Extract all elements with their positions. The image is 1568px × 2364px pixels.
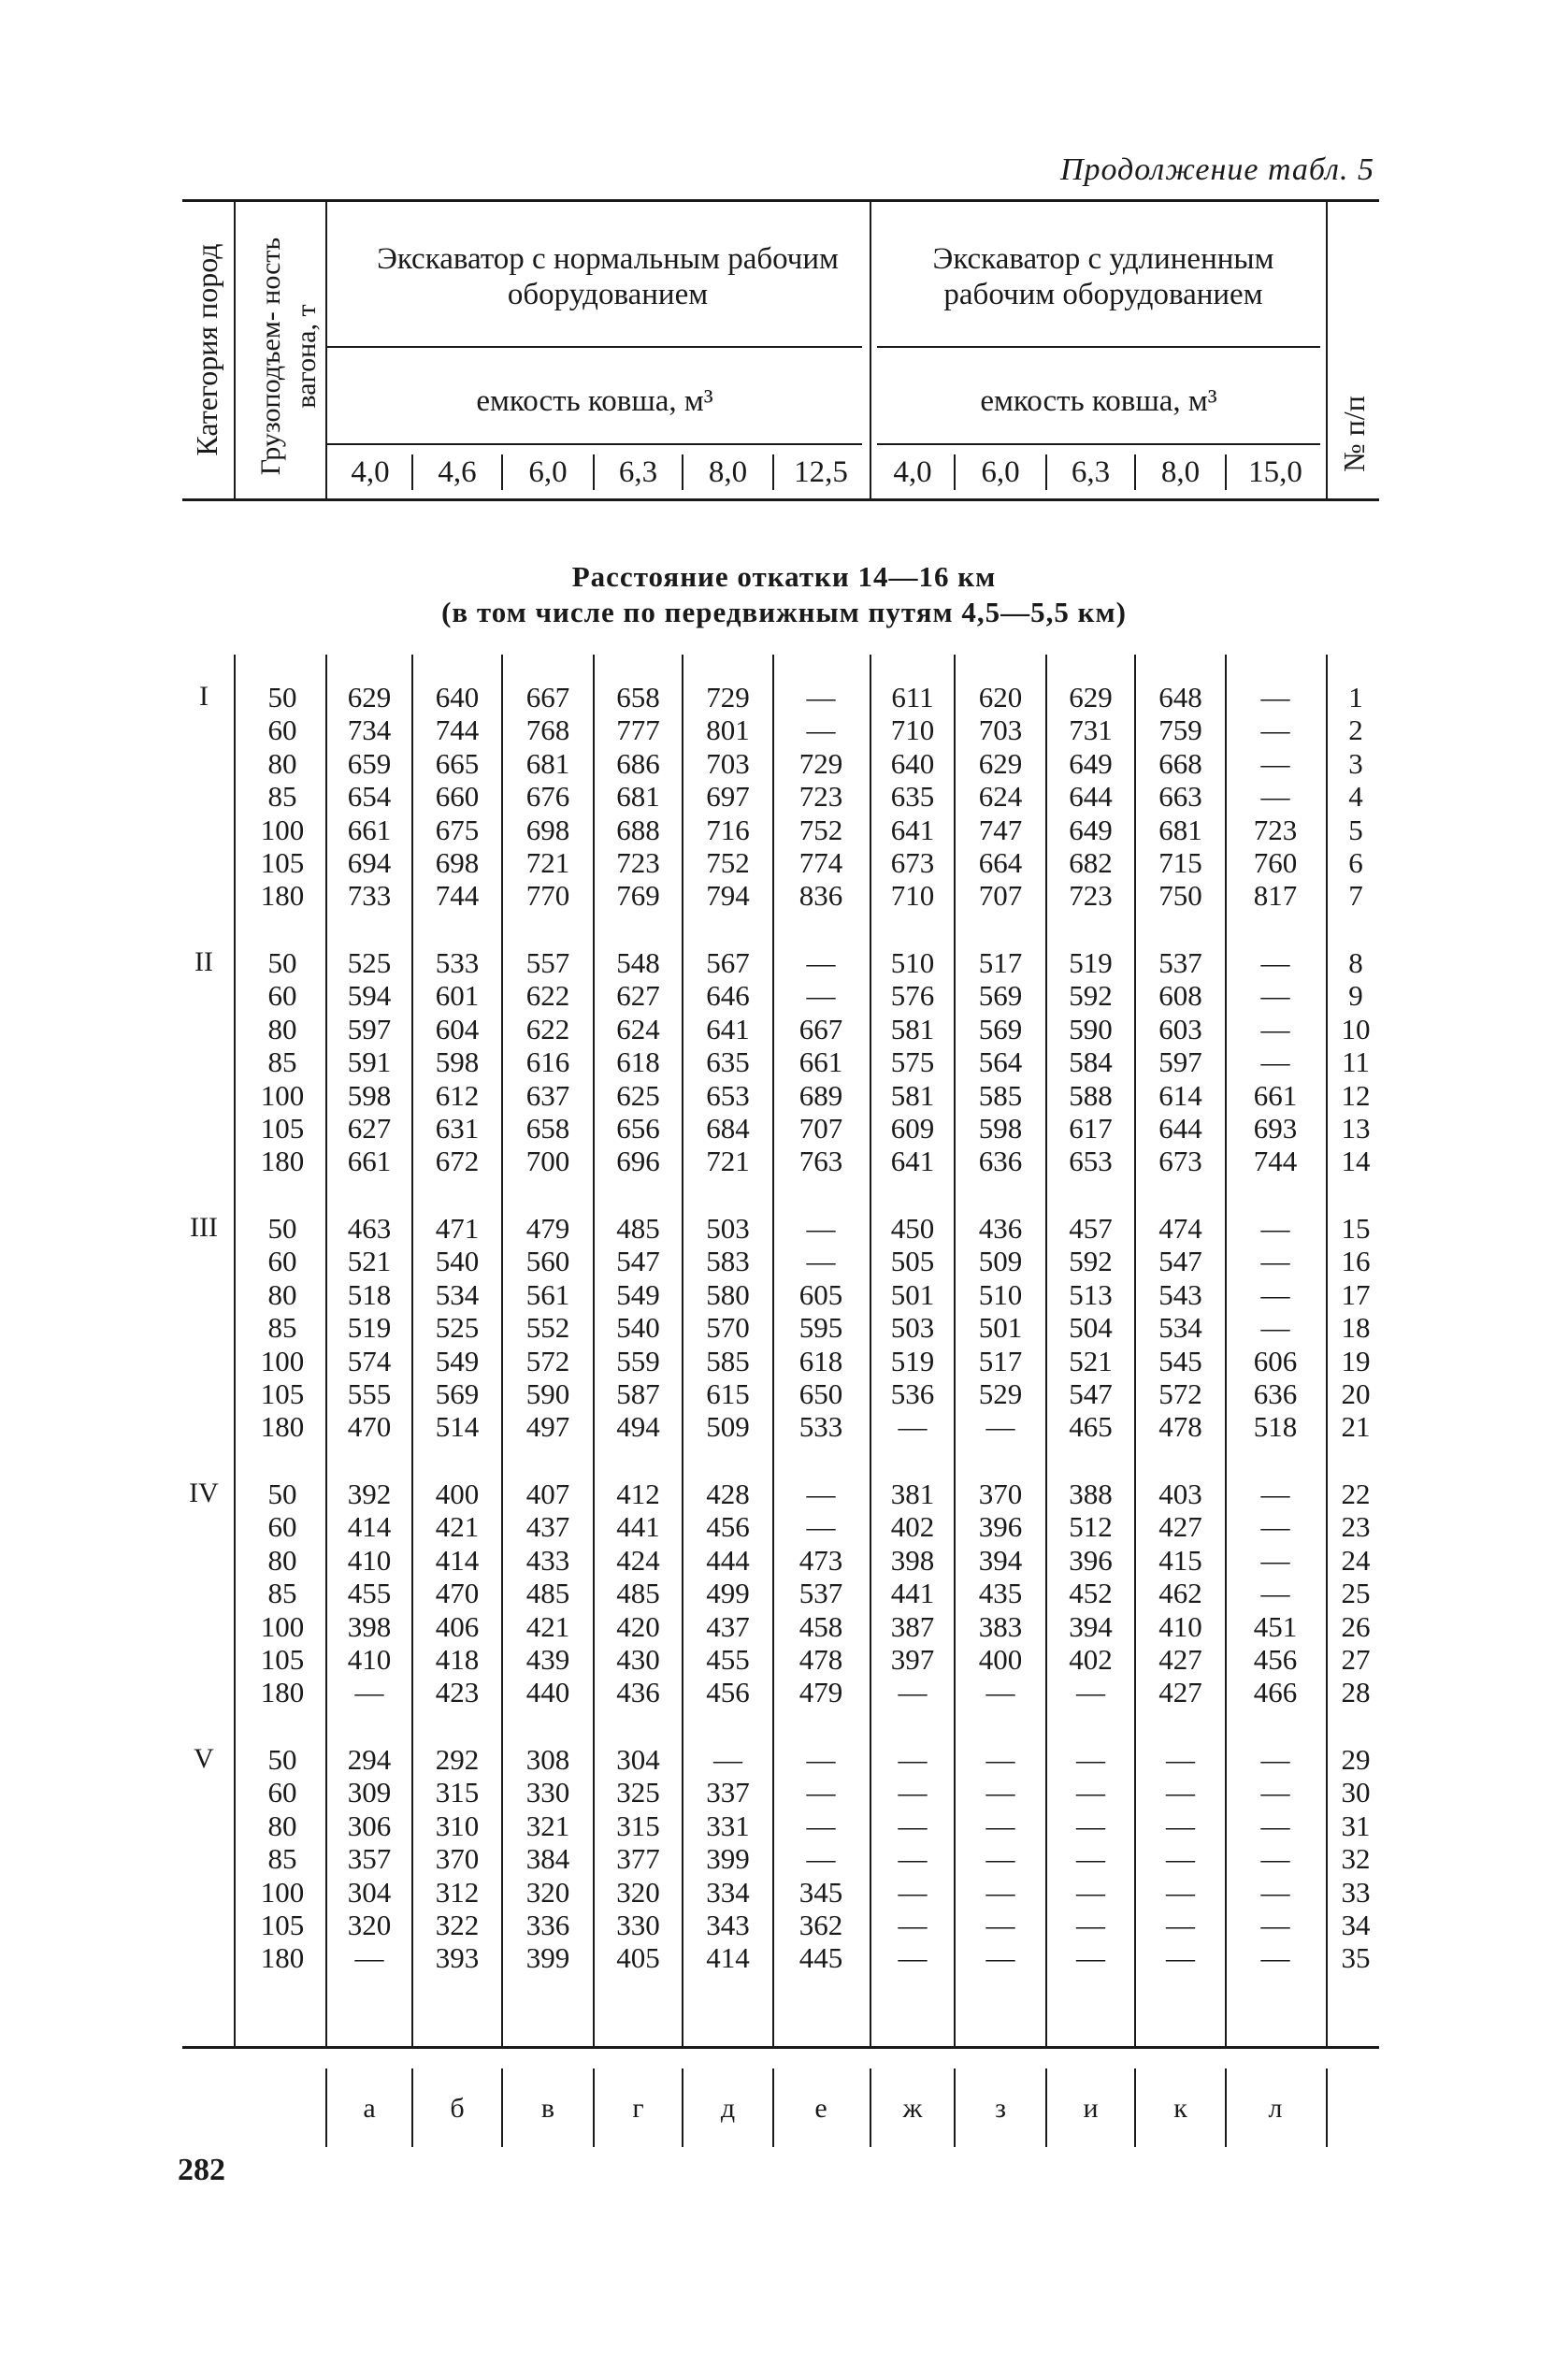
header-sub-rule-extended <box>877 443 1320 445</box>
column-letter: л <box>1268 2093 1283 2124</box>
column-letter: з <box>995 2093 1006 2124</box>
value-column: — — 667 661 689 707 763 <box>798 946 843 1178</box>
value-column: 503 583 580 570 585 615 509 <box>706 1212 750 1444</box>
value-column: 629 731 649 644 649 682 723 <box>1069 681 1113 913</box>
value-column: 479 560 561 552 572 590 497 <box>525 1212 570 1444</box>
value-column: 519 592 590 584 588 617 653 <box>1069 946 1113 1178</box>
section-title-line-1: Расстояние откатки 14—16 км <box>571 560 997 593</box>
header-bottom-rule <box>182 498 1379 501</box>
value-column: 304 325 315 377 320 330 405 <box>616 1743 660 1975</box>
value-column: 308 330 321 384 320 336 399 <box>525 1743 570 1975</box>
value-column: 620 703 629 624 747 664 707 <box>978 681 1023 913</box>
bucket-normal-value: 12,5 <box>794 455 848 489</box>
bucket-extended-value: 6,3 <box>1071 455 1111 489</box>
header-bucket-label-normal: емкость ковша, м³ <box>476 384 713 418</box>
value-column: 729 801 703 697 716 752 794 <box>706 681 750 913</box>
value-column: 648 759 668 663 681 715 750 <box>1158 681 1202 913</box>
value-column: 457 592 513 504 521 547 465 <box>1069 1212 1113 1444</box>
value-column: 667 768 681 676 698 721 770 <box>525 681 570 913</box>
value-column: — — — — 606 636 518 <box>1253 1212 1298 1444</box>
value-column: — — 729 723 752 774 836 <box>798 681 843 913</box>
bucket-extended-value: 15,0 <box>1248 455 1302 489</box>
capacity-column: 50 60 80 85 100 105 180 <box>260 1743 305 1975</box>
capacity-column: 50 60 80 85 100 105 180 <box>260 1212 305 1444</box>
category-label: V <box>194 1743 214 1774</box>
body-bottom-rule <box>182 2046 1379 2049</box>
value-column: — — — — — — — <box>985 1743 1015 1975</box>
value-column: 471 540 534 525 549 569 514 <box>435 1212 480 1444</box>
bucket-normal-value: 4,0 <box>351 455 390 489</box>
header-mid-rule-extended <box>877 346 1320 348</box>
bucket-extended-value: 4,0 <box>893 455 932 489</box>
value-column: 537 608 603 597 614 644 673 <box>1158 946 1202 1178</box>
value-column: — 337 331 399 334 343 414 <box>706 1743 750 1975</box>
column-letter: е <box>814 2093 827 2124</box>
column-letter: а <box>363 2093 376 2124</box>
header-normal-equipment: Экскаватор с нормальным рабочим оборудованием <box>377 242 839 311</box>
bucket-normal-value: 6,3 <box>618 455 658 489</box>
header-row-number: № п/п <box>1337 396 1371 472</box>
value-column: 428 456 444 499 437 455 456 <box>706 1478 750 1709</box>
header-category: Категория пород <box>190 243 223 456</box>
value-column: — — — — 345 362 445 <box>798 1743 843 1975</box>
value-column: 392 414 410 455 398 410 — <box>347 1478 392 1709</box>
bucket-extended-value: 6,0 <box>981 455 1020 489</box>
column-letter: и <box>1083 2093 1099 2124</box>
capacity-column: 50 60 80 85 100 105 180 <box>260 681 305 913</box>
value-column: 388 512 396 452 394 402 — <box>1069 1478 1113 1709</box>
value-column: 474 547 543 534 545 572 478 <box>1158 1212 1202 1444</box>
header-top-rule <box>182 199 1379 202</box>
category-label: II <box>194 946 213 977</box>
value-column: 629 734 659 654 661 694 733 <box>347 681 392 913</box>
header-extended-equipment: Экскаватор с удлиненным рабочим оборудованием <box>932 242 1274 311</box>
value-column: 485 547 549 540 559 587 494 <box>616 1212 660 1444</box>
bucket-normal-value: 4,6 <box>438 455 477 489</box>
value-column: — — — — 451 456 466 <box>1253 1478 1298 1709</box>
row-number-column: 22 23 24 25 26 27 28 <box>1341 1478 1371 1709</box>
value-column: 525 594 597 591 598 627 661 <box>347 946 392 1178</box>
column-letter: б <box>450 2093 465 2124</box>
column-letter: в <box>540 2093 555 2124</box>
value-column: 436 509 510 501 517 529 — <box>978 1212 1023 1444</box>
value-column: 557 622 622 616 637 658 700 <box>525 946 570 1178</box>
section-title-line-2: (в том числе по передвижным путям 4,5—5,5 км) <box>441 596 1127 628</box>
value-column: 463 521 518 519 574 555 470 <box>347 1212 392 1444</box>
value-column: 407 437 433 485 421 439 440 <box>525 1478 570 1709</box>
row-number-column: 29 30 31 32 33 34 35 <box>1341 1743 1371 1975</box>
value-column: — — — — — — — <box>898 1743 928 1975</box>
value-column: 658 777 686 681 688 723 769 <box>616 681 660 913</box>
capacity-column: 50 60 80 85 100 105 180 <box>260 946 305 1178</box>
value-column: 611 710 640 635 641 673 710 <box>890 681 935 913</box>
value-column: — — — — — — — <box>1260 1743 1290 1975</box>
bucket-normal-value: 6,0 <box>528 455 568 489</box>
value-column: 533 601 604 598 612 631 672 <box>435 946 480 1178</box>
row-number-column: 8 9 10 11 12 13 14 <box>1341 946 1371 1178</box>
value-column: — — — — — — — <box>1076 1743 1105 1975</box>
row-number-column: 1 2 3 4 5 6 7 <box>1348 681 1363 913</box>
value-column: 294 309 306 357 304 320 — <box>347 1743 392 1975</box>
value-column: 403 427 415 462 410 427 427 <box>1158 1478 1202 1709</box>
header-bucket-label-extended: емкость ковша, м³ <box>980 384 1217 418</box>
column-letter: д <box>720 2093 736 2124</box>
value-column: 292 315 310 370 312 322 393 <box>435 1743 480 1975</box>
letters-vrule <box>1326 2068 1328 2147</box>
header-capacity: Грузоподъем- ность вагона, т <box>255 237 322 476</box>
category-label: III <box>190 1212 218 1243</box>
category-label: IV <box>189 1478 219 1508</box>
value-column: 548 627 624 618 625 656 696 <box>616 946 660 1178</box>
value-column: 381 402 398 441 387 397 — <box>890 1478 935 1709</box>
value-column: 400 421 414 470 406 418 423 <box>435 1478 480 1709</box>
row-number-column: 15 16 17 18 19 20 21 <box>1341 1212 1371 1444</box>
column-letter: ж <box>902 2093 923 2124</box>
category-label: I <box>199 681 209 712</box>
page-number: 282 <box>178 2153 225 2187</box>
column-letter: г <box>632 2093 644 2124</box>
value-column: 567 646 641 635 653 684 721 <box>706 946 750 1178</box>
value-column: 640 744 665 660 675 698 744 <box>435 681 480 913</box>
value-column: — — 473 537 458 478 479 <box>798 1478 843 1709</box>
value-column: — — — — — — — <box>1166 1743 1195 1975</box>
capacity-column: 50 60 80 85 100 105 180 <box>260 1478 305 1709</box>
continuation-label: Продолжение табл. 5 <box>1059 152 1374 187</box>
value-column: — — 605 595 618 650 533 <box>798 1212 843 1444</box>
value-column: 510 576 581 575 581 609 641 <box>890 946 935 1178</box>
header-vrule <box>234 199 236 498</box>
bucket-normal-value: 8,0 <box>708 455 748 489</box>
value-column: 450 505 501 503 519 536 — <box>890 1212 935 1444</box>
value-column: — — — — 723 760 817 <box>1253 681 1298 913</box>
header-mid-rule-normal <box>327 346 862 348</box>
bucket-extended-value: 8,0 <box>1160 455 1201 489</box>
value-column: — — — — 661 693 744 <box>1253 946 1298 1178</box>
value-column: 517 569 569 564 585 598 636 <box>978 946 1023 1178</box>
header-vrule <box>870 199 871 498</box>
column-letter: к <box>1173 2093 1187 2124</box>
body-vrule <box>234 655 236 2046</box>
value-column: 412 441 424 485 420 430 436 <box>616 1478 660 1709</box>
value-column: 370 396 394 435 383 400 — <box>978 1478 1023 1709</box>
header-sub-rule-normal <box>327 443 862 445</box>
